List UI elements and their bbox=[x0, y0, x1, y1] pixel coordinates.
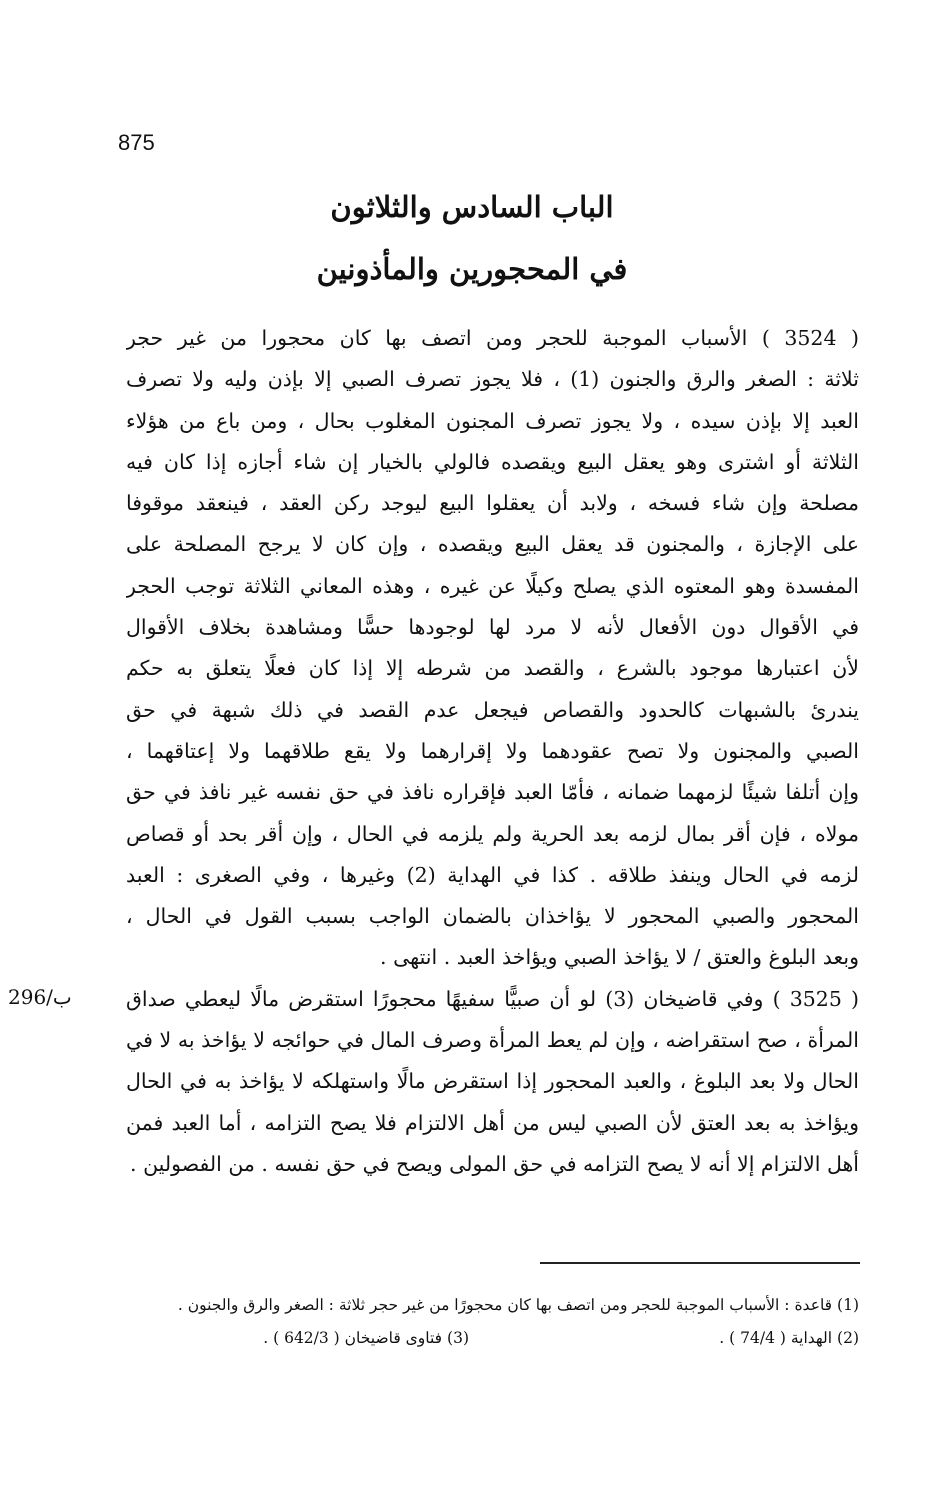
paragraph-3525-line: أهل الالتزام إلا أنه لا يصح التزامه في حق المولى ويصح في حق نفسه . من الفصولين . bbox=[130, 1151, 859, 1176]
paragraph-3525-line: ويؤاخذ به بعد العتق لأن الصبي ليس من أهل الالتزام فلا يصح التزامه ، أما العبد فمن bbox=[126, 1110, 859, 1135]
footnote-2: (2) الهداية ( 74/4 ) . bbox=[719, 1329, 859, 1347]
paragraph-3524-line: لزمه في الحال وينفذ طلاقه . كذا في الهداية (2) وغيرها ، وفي الصغرى : العبد bbox=[126, 862, 859, 887]
paragraph-3525-line: الحال ولا بعد البلوغ ، والعبد المحجور إذا استقرض مالًا واستهلكه لا يؤاخذ به في الحال bbox=[126, 1069, 859, 1094]
body-text bbox=[126, 318, 859, 1185]
paragraph-3524-line: وبعد البلوغ والعتق / لا يؤاخذ الصبي ويؤاخذ العبد . انتهى . bbox=[380, 945, 859, 970]
paragraph-3524-line: لأن اعتبارها موجود بالشرع ، والقصد من شرطه إلا إذا كان فعلًا يتعلق به حكم bbox=[126, 656, 859, 681]
chapter-title: الباب السادس والثلاثون bbox=[330, 190, 614, 224]
paragraph-3525-line: ( 3525 ) وفي قاضيخان (3) لو أن صبيًّا سفيهًا محجورًا استقرض مالًا ليعطي صداق bbox=[126, 986, 859, 1011]
paragraph-3524-line: الصبي والمجنون ولا تصح عقودهما ولا إقرارهما ولا يقع طلاقهما ولا إعتاقهما ، bbox=[126, 738, 859, 763]
paragraph-3524-line: مولاه ، فإن أقر بمال لزمه بعد الحرية ولم يلزمه في الحال ، وإن أقر بحد أو قصاص bbox=[126, 821, 859, 846]
chapter-subtitle: في المحجورين والمأذونين bbox=[316, 252, 628, 286]
paragraph-3524-line: المفسدة وهو المعتوه الذي يصلح وكيلًا عن غيره ، وهذه المعاني الثلاثة توجب الحجر bbox=[126, 573, 859, 598]
paragraph-3524-line: وإن أتلفا شيئًا لزمهما ضمانه ، فأمّا العبد فإقراره نافذ في حق نفسه غير نافذ في حق bbox=[126, 780, 859, 805]
paragraph-3524-line: على الإجازة ، والمجنون قد يعقل البيع ويقصده ، وإن كان لا يرجح المصلحة على bbox=[126, 532, 859, 557]
paragraph-3524-line: مصلحة وإن شاء فسخه ، ولابد أن يعقلوا البيع ليوجد ركن العقد ، فينعقد موقوفا bbox=[126, 491, 859, 516]
footnote-3: (3) فتاوى قاضيخان ( 642/3 ) . bbox=[263, 1329, 469, 1347]
paragraph-3524-line: الثلاثة أو اشترى وهو يعقل البيع ويقصده فالولي بالخيار إن شاء أجازه إذا كان فيه bbox=[126, 449, 859, 474]
paragraph-3524-line: المحجور والصبي المحجور لا يؤاخذان بالضمان الواجب بسبب القول في الحال ، bbox=[126, 904, 859, 929]
footnote-1: (1) قاعدة : الأسباب الموجبة للحجر ومن اتصف بها كان محجورًا من غير حجر ثلاثة : الصغر والرق والجنون . bbox=[177, 1296, 859, 1314]
paragraph-3524-line: يندرئ بالشبهات كالحدود والقصاص فيجعل عدم القصد في ذلك شبهة في حق bbox=[126, 697, 859, 722]
paragraph-3524-line: العبد إلا بإذن سيده ، ولا يجوز تصرف المجنون المغلوب بحال ، ومن باع من هؤلاء bbox=[126, 408, 859, 433]
footnote-separator bbox=[540, 1262, 860, 1264]
paragraph-3524-line: ( 3524 ) الأسباب الموجبة للحجر ومن اتصف بها كان محجورا من غير حجر bbox=[126, 326, 859, 350]
page-number: 875 bbox=[118, 130, 155, 155]
manuscript-margin-note: 296/ب bbox=[8, 985, 72, 1009]
paragraph-3524-line: في الأقوال دون الأفعال لأنه لا مرد لها لوجودها حسًّا ومشاهدة بخلاف الأقوال bbox=[126, 615, 859, 640]
paragraph-3525-line: المرأة ، صح استقراضه ، وإن لم يعط المرأة وصرف المال في حوائجه لا يؤاخذ به لا في bbox=[126, 1028, 859, 1053]
paragraph-3524-line: ثلاثة : الصغر والرق والجنون (1) ، فلا يجوز تصرف الصبي إلا بإذن وليه ولا تصرف bbox=[126, 367, 859, 392]
